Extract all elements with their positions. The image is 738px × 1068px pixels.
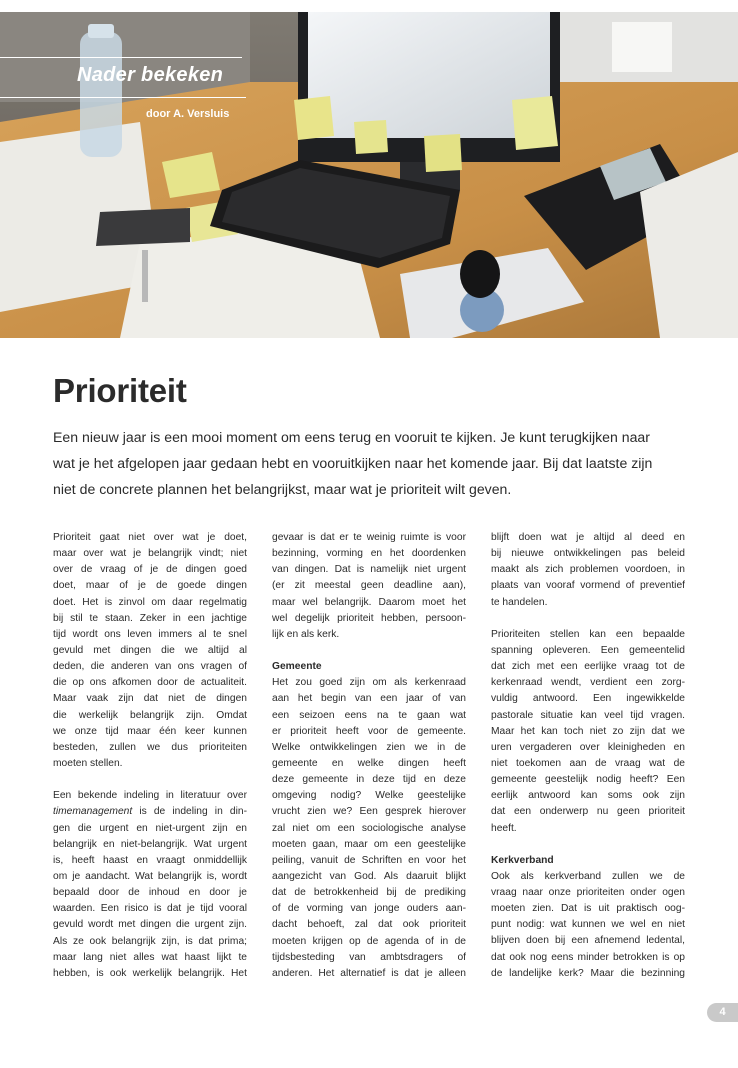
text-line: deden, die anderen van ons vragen of bbox=[53, 661, 247, 673]
lead-line: wat je het afgelopen jaar gedaan hebt en vooruitkijken naar het komende jaar. Bij dat laatste zijn bbox=[53, 455, 653, 471]
text-line: een seizoen eens na te gaan wat bbox=[272, 709, 466, 721]
text-line: gevaar is dat er te weinig ruimte is voor bbox=[272, 532, 466, 543]
text-line: of de vorming van jonge ouders aan- bbox=[272, 903, 466, 915]
text-line: eerlijk antwoord kan soms ook zijn bbox=[491, 790, 685, 802]
text-line: maar wel belangrijk. Daarom moet het bbox=[272, 596, 466, 608]
text-line: Welke ontwikkelingen zien we in de bbox=[272, 741, 466, 753]
text-line: Het zou goed zijn om als kerkenraad bbox=[272, 677, 466, 689]
text-line: dat de betrokkenheid bij de prediking bbox=[272, 887, 466, 899]
text-line: vuldig antwoord. Een ingewikkelde bbox=[491, 693, 685, 705]
text-line: over de vraag of je de dingen goed bbox=[53, 564, 247, 576]
paragraph bbox=[272, 530, 466, 643]
text-line: uren vergaderen over kleinigheden en bbox=[491, 741, 685, 753]
text-line: anderen. Het alternatief is dat je alleen bbox=[272, 967, 466, 979]
text-line: blijven doen bij een afnemend ledental, bbox=[491, 935, 685, 947]
text-line: doet. Het is zinvol om daar regelmatig bbox=[53, 596, 247, 608]
text-line: Ook als kerkverband zullen we de bbox=[491, 870, 685, 882]
lead-line: niet de concrete plannen het belangrijkst, maar wat je prioriteit wilt geven. bbox=[53, 481, 512, 497]
text-line: die werkelijk belangrijk zijn. Omdat bbox=[53, 709, 247, 721]
text-line: bij stil te staan. Zeker in een jachtige bbox=[53, 612, 247, 624]
text-line: gemeente en welke dingen heeft bbox=[272, 757, 466, 769]
paragraph bbox=[491, 627, 685, 837]
kicker-rule-bottom bbox=[0, 97, 246, 98]
paragraph bbox=[53, 788, 247, 982]
text-line: aangezicht van God. Als daaruit blijkt bbox=[272, 870, 466, 882]
text-line: plaats van vooraf vormend of preventief bbox=[491, 580, 685, 592]
text-line: zal niet om een sociologische analyse bbox=[272, 822, 466, 834]
text-line: kerkenraad wendt, verdient een zorg- bbox=[491, 677, 685, 689]
text-line: gen die urgent en niet-urgent zijn en bbox=[53, 822, 247, 834]
text-fragment: is de indeling in din- bbox=[132, 806, 247, 818]
paragraph bbox=[491, 853, 685, 982]
byline: door A. Versluis bbox=[146, 108, 230, 120]
office-desk-photo-icon bbox=[0, 12, 738, 338]
paragraph bbox=[53, 530, 247, 772]
text-line: bij nieuwe ontwikkelingen pas beleid bbox=[491, 548, 685, 560]
text-line: Prioriteit gaat niet over wat je doet, bbox=[53, 532, 247, 543]
text-line: vraag naar onze prioriteiten onder ogen bbox=[491, 887, 685, 899]
text-line: om je aandacht. Wat belangrijk is, wordt bbox=[53, 870, 247, 882]
text-line: Een bekende indeling in literatuur over bbox=[53, 790, 247, 802]
paragraph-gap bbox=[491, 837, 685, 853]
paragraph bbox=[272, 659, 466, 982]
body-column-2 bbox=[272, 530, 466, 982]
text-line: maar over wat je belangrijk vindt; niet bbox=[53, 548, 247, 560]
subheading-gemeente: Gemeente bbox=[272, 661, 322, 673]
text-line: gevuld wordt met dingen die urgent zijn. bbox=[53, 919, 247, 931]
text-line: spanning opleveren. Een gemeentelid bbox=[491, 644, 685, 656]
text-line: Prioriteiten stellen kan een bepaalde bbox=[491, 628, 685, 640]
body-column-1 bbox=[53, 530, 247, 982]
text-line: aan het begin van een jaar of van bbox=[272, 693, 466, 705]
text-line: te handelen. bbox=[491, 596, 548, 608]
text-line: is, heeft haast en vraagt onmiddellijk bbox=[53, 854, 247, 866]
text-line: dat een onderwerp nu geen prioriteit bbox=[491, 806, 685, 818]
text-line: wel degelijk prioriteit hebben, persoon- bbox=[272, 612, 466, 624]
text-line: niet toekomen aan de vraag wat de bbox=[491, 757, 685, 769]
text-line: gemeente geestelijk nodig heeft? Een bbox=[491, 774, 685, 786]
text-line: waarden. Een risico is dat je tijd vooral bbox=[53, 903, 247, 915]
text-line: deze gemeente in deze tijd en deze bbox=[272, 774, 466, 786]
text-line: peiling, vanuit de Schriften en voor het bbox=[272, 854, 466, 866]
text-line: omgeving nodig? Welke geestelijke bbox=[272, 790, 466, 802]
text-line: van dingen. Dat is namelijk niet urgent bbox=[272, 564, 466, 576]
page-number: 4 bbox=[707, 1003, 738, 1022]
header-photo bbox=[0, 12, 738, 338]
paragraph-gap bbox=[491, 611, 685, 627]
subheading-kerkverband: Kerkverband bbox=[491, 854, 554, 866]
section-kicker: Nader bekeken bbox=[77, 64, 224, 86]
text-line: tijdsbesteding van ambtsdragers of bbox=[272, 951, 466, 963]
text-line: moeten zien. Dat is uit praktisch oog- bbox=[491, 903, 685, 915]
text-line: er prioriteit heeft voor de gemeente. bbox=[272, 725, 466, 737]
text-line: vrucht zien we? Een gesprek hierover bbox=[272, 806, 466, 818]
text-line: gevuld met dingen die we altijd al bbox=[53, 644, 247, 656]
text-line: tijd wordt ons leven immers al te snel bbox=[53, 628, 247, 640]
text-line: (er zit meestal geen deadline aan), bbox=[272, 580, 466, 592]
text-line: die op ons afkomen door de actualiteit. bbox=[53, 677, 247, 689]
emphasis-term: timemanagement bbox=[53, 806, 133, 818]
text-line: we onze tijd maar één keer kunnen bbox=[53, 725, 247, 737]
text-line: doet, maar of je de goede dingen bbox=[53, 580, 247, 592]
text-line: bepaald door de inhoud en door je bbox=[53, 887, 247, 899]
text-line: Maar het kan toch niet zo zijn dat we bbox=[491, 725, 685, 737]
text-line: dat ook nog eens minder betrokken is op bbox=[491, 951, 685, 963]
text-line: punt nodig: wat kunnen we wel en niet bbox=[491, 919, 685, 931]
text-line: moeten stellen. bbox=[53, 757, 123, 769]
text-line: pastorale situatie kan veel tijd vragen. bbox=[491, 709, 685, 721]
text-line: lijk en als kerk. bbox=[272, 628, 340, 640]
text-line: Als ze ook belangrijk zijn, is dat prima; bbox=[53, 935, 247, 947]
paragraph-gap bbox=[53, 772, 247, 788]
paragraph-gap bbox=[272, 643, 466, 659]
text-line bbox=[53, 804, 247, 820]
text-line: belangrijk en niet-belangrijk. Wat urgent bbox=[53, 838, 247, 850]
text-line: Maar vaak zijn dat niet de dingen bbox=[53, 693, 247, 705]
text-line: maakt als zich problemen voordoen, in bbox=[491, 564, 685, 576]
text-line: heeft. bbox=[491, 822, 517, 834]
article-lead bbox=[53, 424, 693, 502]
text-line: bezinning, vorming en het doordenken bbox=[272, 548, 466, 560]
paragraph bbox=[491, 530, 685, 611]
text-line: dat zich met een eerlijke vraag tot de bbox=[491, 661, 685, 673]
kicker-rule-top bbox=[0, 57, 242, 58]
text-line: de landelijke kerk? Maar die bezinning bbox=[491, 967, 685, 979]
text-line: maar lang niet alles wat haast lijkt te bbox=[53, 951, 247, 963]
article-title: Prioriteit bbox=[53, 372, 187, 409]
text-line: hebben, is ook werkelijk belangrijk. Het bbox=[53, 967, 247, 979]
text-line: dacht behoeft, zal dat ook prioriteit bbox=[272, 919, 466, 931]
body-column-3 bbox=[491, 530, 685, 982]
text-line: moeten krijgen op de agenda of in de bbox=[272, 935, 466, 947]
text-line: moeten gaan, maar om een geestelijke bbox=[272, 838, 466, 850]
lead-line: Een nieuw jaar is een mooi moment om eens terug en vooruit te kijken. Je kunt terugkijken naar bbox=[53, 429, 650, 445]
text-line: blijft doen wat je altijd al deed en bbox=[491, 532, 685, 543]
text-line: besteden, zullen we dus prioriteiten bbox=[53, 741, 247, 753]
